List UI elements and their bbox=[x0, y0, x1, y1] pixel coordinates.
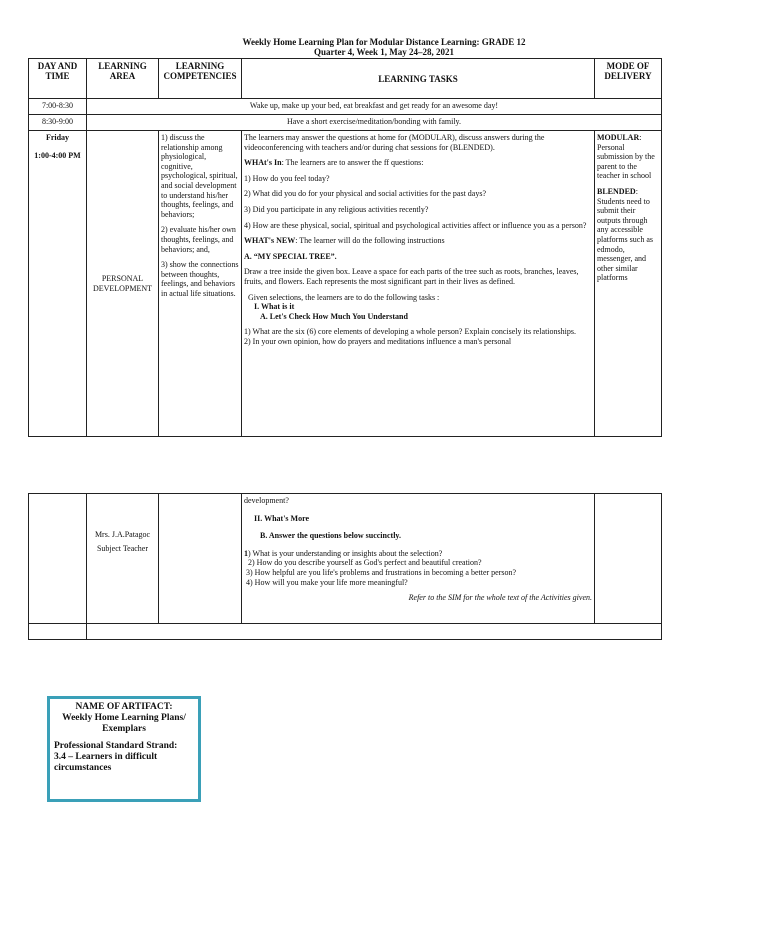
whats-more: II. What's More bbox=[254, 513, 310, 523]
whats-new-label: WHAT's NEW bbox=[244, 236, 296, 246]
time-label: 1:00-4:00 PM bbox=[34, 150, 81, 160]
given-selections: Given selections, the learners are to do the following tasks : bbox=[248, 292, 440, 302]
learning-area-cell: PERSONAL DEVELOPMENT bbox=[87, 131, 159, 437]
day-label: Friday bbox=[45, 133, 70, 142]
competency-1: 1) discuss the relationship among physiological, cognitive, psychological, spiritual, and social development to understand his/her thoughts, feelings, and behaviors; bbox=[161, 133, 238, 219]
strand-label: Professional Standard Strand: bbox=[54, 741, 178, 751]
more-question-2: 2) How do you describe yourself as God's perfect and beautiful creation? bbox=[248, 558, 482, 568]
mode-blended bbox=[597, 187, 659, 283]
footer-cell-2 bbox=[87, 624, 662, 640]
question-2: 2) What did you do for your physical and social activities for the past days? bbox=[244, 189, 487, 199]
document-title bbox=[28, 37, 740, 57]
artifact-name: Weekly Home Learning Plans/ Exemplars bbox=[62, 713, 186, 734]
schedule-time-2: 8:30-9:00 bbox=[29, 115, 87, 131]
footer-cell-1 bbox=[29, 624, 87, 640]
title-line-1: Weekly Home Learning Plan for Modular Distance Learning: GRADE 12 bbox=[242, 37, 526, 47]
cont-empty-3 bbox=[595, 494, 662, 624]
cont-empty-1 bbox=[29, 494, 87, 624]
more-question-3: 3) How helpful are you life's problems and frustrations in becoming a better person? bbox=[246, 567, 517, 577]
answer-b: B. Answer the questions below succinctly. bbox=[260, 531, 401, 541]
question-4: 4) How are these physical, social, spiritual and psychological activities affect or influence you as a person? bbox=[244, 220, 587, 230]
teacher-cell bbox=[87, 494, 159, 624]
artifact-title: NAME OF ARTIFACT: bbox=[75, 702, 173, 712]
competencies-cell bbox=[159, 131, 242, 437]
header-competencies: LEARNING COMPETENCIES bbox=[159, 59, 242, 99]
check-understand: A. Let's Check How Much You Understand bbox=[260, 311, 408, 321]
competency-2: 2) evaluate his/her own thoughts, feelings, and behaviors; and, bbox=[161, 225, 236, 254]
question-3: 3) Did you participate in any religious activities recently? bbox=[244, 204, 429, 214]
whats-new bbox=[244, 236, 592, 246]
strand-value: 3.4 – Learners in difficult circumstances bbox=[54, 752, 158, 773]
more-question-4: 4) How will you make your life more meaningful? bbox=[246, 577, 408, 587]
continuation-table bbox=[28, 493, 662, 640]
what-is-it: I. What is it bbox=[254, 302, 295, 312]
activity-a: A. “MY SPECIAL TREE”. bbox=[244, 251, 337, 261]
reference-note: Refer to the SIM for the whole text of the Activities given. bbox=[408, 593, 592, 603]
header-mode: MODE OF DELIVERY bbox=[595, 59, 662, 99]
cont-empty-2 bbox=[159, 494, 242, 624]
whats-in-text: : The learners are to answer the ff questions: bbox=[281, 158, 424, 168]
day-time-cell bbox=[29, 131, 87, 437]
more-question-1: 1) What is your understanding or insights about the selection? bbox=[244, 548, 443, 558]
teacher-name: Mrs. J.A.Patagoc bbox=[94, 530, 151, 539]
tasks-cell bbox=[242, 131, 595, 437]
whats-in-label: WHAt's In bbox=[244, 158, 282, 168]
competency-3: 3) show the connections between thoughts, feelings, and behaviors in actual life situations. bbox=[161, 260, 239, 298]
tasks-intro: The learners may answer the questions at home for (MODULAR), discuss answers during the videoconferencing with teachers and/or during chat sessions for (BLENDED). bbox=[244, 133, 545, 152]
schedule-activity-1: Wake up, make up your bed, eat breakfast and get ready for an awesome day! bbox=[87, 99, 662, 115]
mode-modular bbox=[597, 133, 659, 181]
cont-tasks-cell bbox=[242, 494, 595, 624]
mode-modular-text: : Personal submission by the parent to the teacher in school bbox=[597, 133, 655, 181]
mode-blended-text: : Students need to submit their outputs through any accessible platforms such as edmodo, messenger, and other similar platforms bbox=[597, 186, 653, 283]
header-day-time: DAY AND TIME bbox=[29, 59, 87, 99]
mode-cell bbox=[595, 131, 662, 437]
check-question-1: 1) What are the six (6) core elements of developing a whole person? Explain concisely its relationships. bbox=[244, 327, 576, 337]
mode-blended-label: BLENDED bbox=[597, 186, 636, 196]
learning-plan-table bbox=[28, 58, 662, 437]
header-tasks: LEARNING TASKS bbox=[242, 59, 595, 99]
check-question-2b: development? bbox=[244, 496, 289, 505]
teacher-role: Subject Teacher bbox=[96, 544, 149, 553]
whats-in bbox=[244, 158, 592, 168]
question-1: 1) How do you feel today? bbox=[244, 173, 330, 183]
check-question-2a: 2) In your own opinion, how do prayers and meditations influence a man's personal bbox=[244, 336, 512, 346]
whats-new-text: : The learner will do the following instructions bbox=[295, 236, 445, 246]
schedule-time-1: 7:00-8:30 bbox=[29, 99, 87, 115]
title-line-2: Quarter 4, Week 1, May 24–28, 2021 bbox=[314, 47, 454, 57]
mode-modular-label: MODULAR bbox=[597, 133, 640, 142]
header-learning-area: LEARNING AREA bbox=[87, 59, 159, 99]
schedule-activity-2: Have a short exercise/meditation/bonding with family. bbox=[87, 115, 662, 131]
tree-instructions: Draw a tree inside the given box. Leave a space for each parts of the tree such as roots, branches, leaves, fruits, and flowers. Each represents the most significant part in their lives as defined. bbox=[244, 267, 579, 286]
artifact-box bbox=[47, 696, 201, 802]
